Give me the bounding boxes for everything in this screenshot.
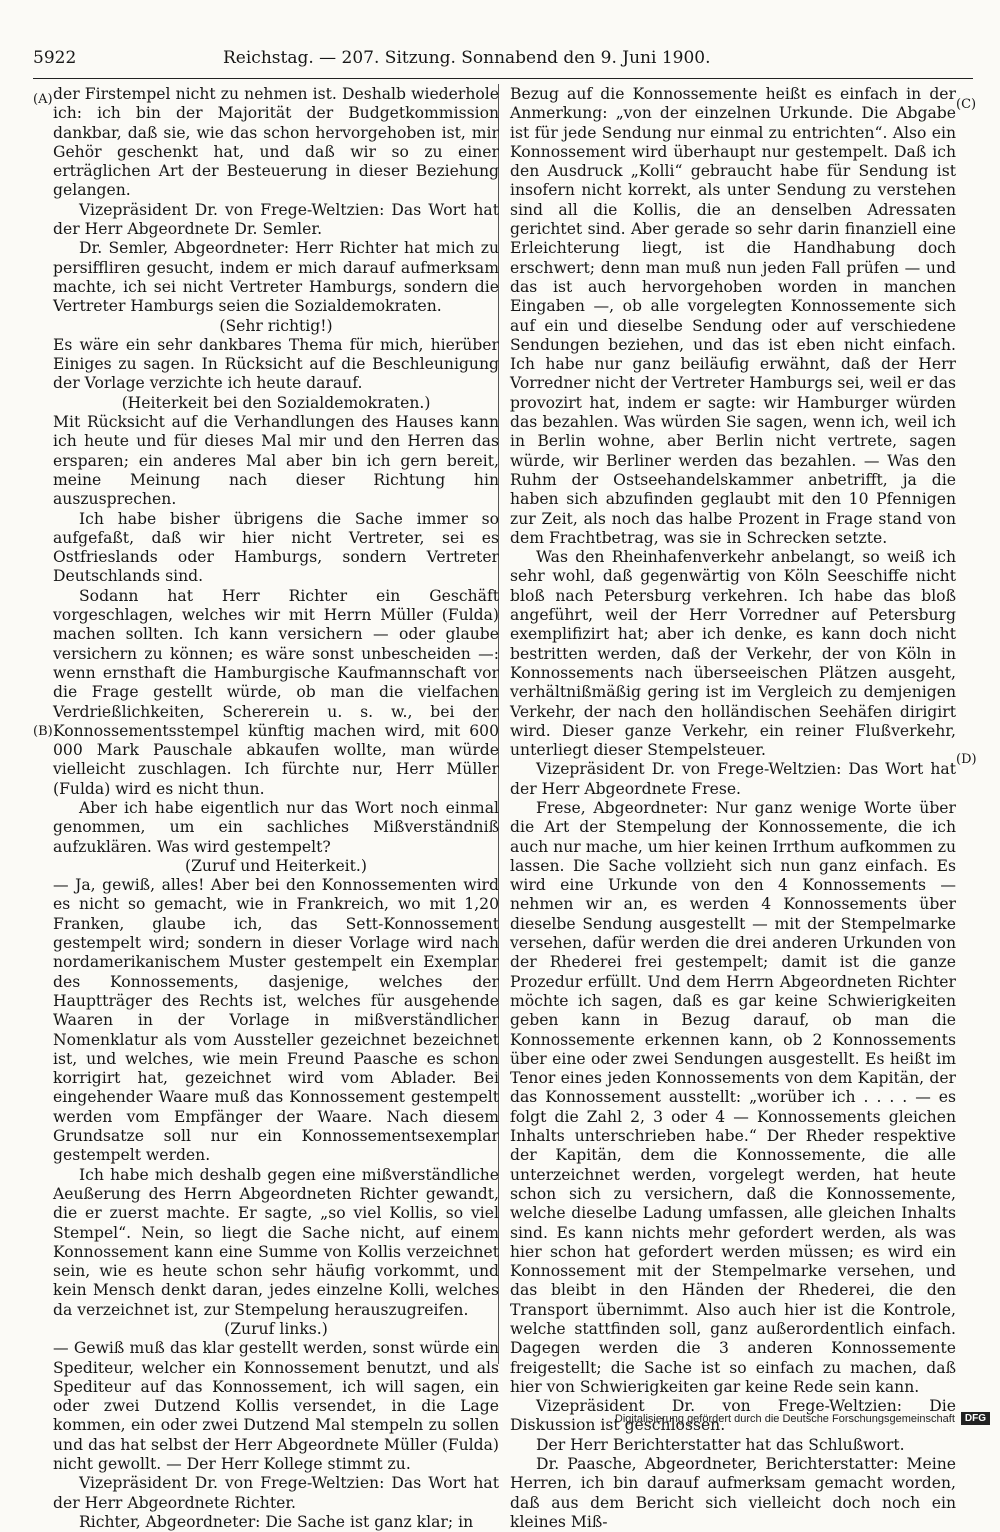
paragraph: Aber ich habe eigentlich nur das Wort noch einmal genommen, um ein sachliches Mißverständniß aufzuklären. Was wird gestempelt? — [53, 798, 499, 856]
speaker-paragraph: Dr. Paasche, Abgeordneter, Berichterstatter: Meine Herren, ich bin darauf aufmerksam gemacht worden, daß aus dem Bericht sich vielleicht doch noch ein kleines Miß- — [510, 1455, 956, 1531]
paragraph: Mit Rücksicht auf die Verhandlungen des Hauses kann ich heute und für dieses Mal mir und den Herren das ersparen; ein anderes Mal aber bin ich gern bereit, meine Meinung nach dieser Richtung hin auszusprechen. — [53, 413, 499, 509]
paragraph: Ich habe bisher übrigens die Sache immer so aufgefaßt, daß wir hier nicht Vertreter, sei es Ostfrieslands oder Hamburgs, sondern Vertreter Deutschlands sind. — [53, 509, 499, 586]
left-column — [53, 85, 499, 1532]
paragraph: — Gewiß muß das klar gestellt werden, sonst würde ein Spediteur, welcher ein Konnossement benutzt, und als Spediteur auf das Konnossement, ich will sagen, ein oder zwei Dutzend Kollis versendet, in die Lage kommen, ein oder zwei Dutzend Mal stempeln zu sollen und das hat selbst der Herr Abgeordnete Müller (Fulda) nicht gewollt. — Der Herr Kollege stimmt zu. — [53, 1339, 499, 1474]
speaker-paragraph: Vizepräsident Dr. von Frege-Weltzien: Das Wort hat der Herr Abgeordnete Richter. — [53, 1474, 499, 1512]
margin-marker-c: (C) — [956, 97, 977, 112]
speaker-paragraph: Frese, Abgeordneter: Nur ganz wenige Worte über die Art der Stempelung der Konnossemente, die ich auch nur mache, um hier keinen Irrthum aufkommen zu lassen. Die Sache vollzieht sich nun ganz einfach. Es wird eine Urkunde von den 4 Konnossements — nehmen wir an, es werden 4 Konnossements über dieselbe Sendung ausgestellt — mit der Stempelmarke versehen, dafür werden die drei anderen Urkunden von der Rhederei frei gestempelt; damit ist die ganze Prozedur erfüllt. Und dem Herrn Abgeordneten Richter möchte ich sagen, daß es gar keine Schwierigkeiten geben kann in Bezug darauf, ob man die Konnossemente erkennen kann, ob 2 Konnossements über eine oder zwei Sendungen ausgestellt. Es heißt im Tenor eines jeden Konnossements von dem Kapitän, der das Konnossement ausstellt: „worüber ich . . . . — es folgt die Zahl 2, 3 oder 4 — Konnossements gleichen Inhalts unterschrieben habe.“ Der Rheder respektive der Kapitän, dem die Konnossemente, die alle unterzeichnet werden, vorgelegt werden, hat heute schon sich zu versichern, daß die Konnossemente, welche dieselbe Ladung umfassen, alle gleichen Inhalts sind. Es kann nichts mehr gefordert werden, als was hier schon hat gefordert werden müssen; es wird ein Konnossement mit der Stempelmarke versehen, und das bleibt in den Händen der Rhederei, die den Transport übernimmt. Also auch hier ist die Kontrole, welche stattfinden soll, ganz außerordentlich einfach. Dagegen werden die 3 anderen Konnossemente freigestellt; die Sache ist so einfach zu machen, daß hier von Schwierigkeiten gar keine Rede sein kann. — [510, 798, 956, 1396]
paragraph: Was den Rheinhafenverkehr anbelangt, so weiß ich sehr wohl, daß gegenwärtig von Köln Seeschiffe nicht bloß nach Petersburg verkehren. Ich habe das bloß angeführt, weil der Herr Vorredner auf Petersburg exemplifizirt hat; aber ich denke, es kann doch nicht bestritten werden, daß der Verkehr, der von Köln in Konnossements nach überseeischen Plätzen ausgeht, verhältnißmäßig gering ist im Vergleich zu demjenigen Verkehr, der nach den holländischen Seehäfen dirigirt wird. Dieser ganze Verkehr, ein reiner Flußverkehr, unterliegt dieser Stempelsteuer. — [510, 548, 956, 760]
margin-marker-d: (D) — [956, 752, 977, 767]
header-rule — [33, 78, 973, 79]
speaker-paragraph: Richter, Abgeordneter: Die Sache ist ganz klar; in — [79, 1512, 474, 1531]
interjection: (Sehr richtig!) — [219, 316, 333, 335]
speaker-paragraph: Vizepräsident Dr. von Frege-Weltzien: Das Wort hat der Herr Abgeordnete Dr. Semler. — [53, 200, 499, 239]
paragraph: Sodann hat Herr Richter ein Geschäft vorgeschlagen, welches wir mit Herrn Müller (Fulda) machen sollten. Ich kann versichern — oder glaube versichern zu können; es wäre sonst unbescheiden —: wenn ernsthaft die Hamburgische Kaufmannschaft vor die Frage gestellt würde, ob man die vielfachen Verdrießlichkeiten, Schererein u. s. w., bei der Konnossementsstempel künftig machen wird, mit 600 000 Mark Pauschale abkaufen wollte, man würde vielleicht zuschlagen. Ich fürchte nur, Herr Müller (Fulda) wird es nicht thun. — [53, 586, 499, 798]
paragraph: — Ja, gewiß, alles! Aber bei den Konnossementen wird es nicht so gemacht, wie in Frankreich, wo mit 1,20 Franken, glaube ich, das Sett-Konnossement gestempelt wird; sondern in dieser Vorlage wird nach nordamerikanischem Muster gestempelt ein Exemplar des Konnossements, dasjenige, welches der Hauptträger des Rechts ist, welches für ausgehende Waaren in der Vorlage in mißverständlicher Nomenklatur als vom Aussteller gezeichnet bezeichnet ist, und welches, wie mein Freund Paasche es schon korrigirt hat, gezeichnet wird vom Ablader. Bei eingehender Waare muß das Konnossement gestempelt werden vom Empfänger der Waare. Nach diesem Grundsatze soll nur ein Konnossementsexemplar gestempelt werden. — [53, 876, 499, 1165]
paragraph: Der Herr Berichterstatter hat das Schlußwort. — [536, 1435, 905, 1454]
right-column — [510, 85, 956, 1532]
paragraph: Ich habe mich deshalb gegen eine mißverständliche Aeußerung des Herrn Abgeordneten Richter gewandt, die er zuerst machte. Er sagte, „so viel Kollis, so viel Stempel“. Nein, so liegt die Sache nicht, auf einem Konnossement kann eine Summe von Kollis verzeichnet sein, wie es heute schon sehr häufig vorkommt, und kein Mensch denkt daran, jedes einzelne Kolli, welches da verzeichnet ist, zur Stempelung herauszugreifen. — [53, 1165, 499, 1319]
speaker-paragraph: Dr. Semler, Abgeordneter: Herr Richter hat mich zu persiffliren gesucht, indem er mich darauf aufmerksam machte, ich sei nicht Vertreter Hamburgs, sondern die Vertreter Hamburgs seien die Sozialdemokraten. — [53, 239, 499, 316]
paragraph: Bezug auf die Konnossemente heißt es einfach in der Anmerkung: „von der einzelnen Urkunde. Die Abgabe ist für jede Sendung nur einmal zu entrichten“. Also ein Konnossement wird überhaupt nur gestempelt. Daß ich den Ausdruck „Kolli“ gebraucht habe für Sendung ist insofern nicht korrekt, als unter Sendung zu verstehen sind all die Kollis, die an denselben Adressaten gerichtet sind. Aber gerade so sehr darin finanziell eine Erleichterung liegt, ist die Handhabung doch erschwert; denn man muß nun jeden Fall prüfen — und das ist auch hervorgehoben worden in manchen Eingaben —, ob alle vorgelegten Konnossemente sich auf ein und dieselbe Sendung oder auf verschiedene Sendungen beziehen, und das ist eben nicht einfach. Ich habe nur ganz beiläufig erwähnt, daß der Herr Vorredner nicht der Vertreter Hamburgs sei, weil er das provozirt hat, indem er sagte: wir Hamburger würden das bezahlen. Was würden Sie sagen, wenn ich, weil ich in Berlin wohne, aber Berlin nicht vertrete, sagen würde, wir Berliner werden das bezahlen. — Was den Ruhm der Ostseehandelskammer anbetrifft, ja die haben sich abzufinden geglaubt mit den 10 Pfennigen zur Zeit, als noch das halbe Prozent in Frage stand von dem Frachtbetrag, was sie in Schrecken setzte. — [510, 85, 956, 547]
interjection: (Heiterkeit bei den Sozialdemokraten.) — [121, 393, 431, 412]
speaker-paragraph: Vizepräsident Dr. von Frege-Weltzien: Die Diskussion ist geschlossen. — [510, 1397, 956, 1435]
paragraph: der Firstempel nicht zu nehmen ist. Deshalb wiederhole ich: ich bin der Majorität der Budgetkommission dankbar, daß sie, wie das schon hervorgehoben ist, mir Gehör geschenkt hat, und daß wir so zu einer erträglichen Art der Besteuerung in dieser Beziehung gelangen. — [53, 85, 499, 200]
interjection: (Zuruf und Heiterkeit.) — [185, 856, 367, 875]
speaker-paragraph: Vizepräsident Dr. von Frege-Weltzien: Das Wort hat der Herr Abgeordnete Frese. — [510, 760, 956, 798]
paragraph: Es wäre ein sehr dankbares Thema für mich, hierüber Einiges zu sagen. In Rücksicht auf die Beschleunigung der Vorlage verzichte ich heute darauf. — [53, 335, 499, 393]
digitization-footer — [615, 1412, 990, 1425]
margin-marker-a: (A) — [33, 92, 53, 107]
page-number: 5922 — [33, 48, 77, 68]
page-header — [33, 44, 973, 74]
dfg-logo: DFG — [961, 1412, 990, 1425]
footer-text: Digitalisierung gefördert durch die Deutsche Forschungsgemeinschaft — [614, 1412, 955, 1425]
margin-marker-b: (B) — [33, 724, 53, 739]
running-head: Reichstag. — 207. Sitzung. Sonnabend den 9. Juni 1900. — [223, 48, 711, 68]
interjection: (Zuruf links.) — [224, 1320, 328, 1338]
